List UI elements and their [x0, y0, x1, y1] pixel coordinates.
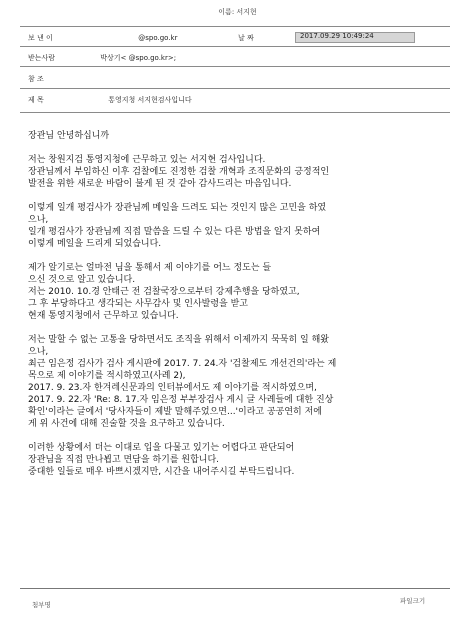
page-label: 이름: 서지현 [218, 8, 257, 16]
body-paragraph [28, 442, 448, 478]
subject-value: 통영지청 서지현검사입니다 [108, 96, 192, 104]
body-paragraph [28, 154, 448, 190]
body-line: 최근 임은정 검사가 검사 게시판에 2017. 7. 24.자 '검찰제도 개선건의'라는 제 [28, 359, 337, 369]
sender-label: 보 낸 이 [28, 34, 53, 42]
recipient-row [28, 53, 176, 63]
divider [20, 26, 450, 27]
email-header [0, 0, 475, 120]
date-label: 날 짜 [238, 34, 254, 42]
body-line: 목으로 제 이야기를 적시하였고(사례 2), [28, 371, 186, 381]
divider [20, 66, 450, 67]
divider [20, 88, 450, 89]
body-line: 장관님을 직접 만나뵙고 면담을 하기를 원합니다. [28, 455, 220, 465]
body-paragraph [28, 130, 448, 142]
body-line: 으신 것으로 알고 있습니다. [28, 275, 136, 285]
body-line: 이렇게 메일을 드리게 되었습니다. [28, 239, 162, 249]
body-line: 일개 평검사가 장관님께 직접 말씀을 드릴 수 있는 다른 방법을 알지 못하여 [28, 227, 321, 237]
body-line: 발전을 위한 새로운 바람이 불게 된 것 같아 감사드리는 마음입니다. [28, 179, 292, 189]
body-line: 2017. 9. 23.자 한겨레신문과의 인터뷰에서도 제 이야기를 적시하였으며, [28, 383, 317, 393]
divider [20, 46, 450, 47]
email-body [28, 130, 448, 490]
divider [20, 112, 450, 113]
body-line: 게 위 사건에 대해 진술할 것을 요구하고 있습니다. [28, 419, 225, 429]
cc-row [28, 74, 78, 84]
sender-row [28, 33, 177, 43]
body-line: 이렇게 일개 평검사가 장관님께 메일을 드려도 되는 것인지 많은 고민을 하였 [28, 203, 327, 213]
body-paragraph [28, 334, 448, 430]
sender-value: @spo.go.kr [138, 34, 178, 42]
attachment-label: 첨부명 [32, 601, 51, 609]
body-line: 저는 창원지검 통영지청에 근무하고 있는 서지현 검사입니다. [28, 155, 266, 165]
body-line: 장관님 안녕하십니까 [28, 131, 110, 141]
body-line: 저는 말할 수 없는 고통을 당하면서도 조직을 위해서 이제까지 묵묵히 일 해왔 [28, 335, 329, 345]
subject-label: 제 목 [28, 96, 44, 104]
body-line: 제가 알기로는 얼마전 님을 통해서 제 이야기를 어느 정도는 들 [28, 263, 272, 273]
body-line: 으나, [28, 215, 49, 225]
subject-row [28, 95, 192, 105]
body-paragraph [28, 262, 448, 322]
date-value: 2017.09.29 10:49:24 [300, 32, 374, 40]
divider [20, 588, 450, 589]
recipient-label: 받는사람 [28, 54, 56, 62]
body-line: 중대한 일들로 매우 바쁘시겠지만, 시간을 내어주시길 부탁드립니다. [28, 467, 295, 477]
body-line: 현재 통영지청에서 근무하고 있습니다. [28, 311, 179, 321]
body-line: 저는 2010. 10.경 안태근 전 검찰국장으로부터 강제추행을 당하였고, [28, 287, 300, 297]
file-size-label: 파일크기 [400, 597, 426, 605]
body-line: 이러한 상황에서 더는 이대로 입을 다물고 있기는 어렵다고 판단되어 [28, 443, 295, 453]
body-line: 장관님께서 부임하신 이후 검찰에도 진정한 검찰 개혁과 조직문화의 긍정적인 [28, 167, 330, 177]
recipient-value: 박상기< @spo.go.kr>; [100, 54, 177, 62]
body-paragraph [28, 202, 448, 250]
cc-label: 참 조 [28, 75, 44, 83]
body-line: 으나, [28, 347, 49, 357]
body-line: 2017. 9. 22.자 'Re: 8. 17.자 임은정 부부장검사 게시 글 사례들에 대한 진상 [28, 395, 334, 405]
body-line: 그 후 부당하다고 생각되는 사무감사 및 인사발령을 받고 [28, 299, 248, 309]
body-line: 확인'이라는 글에서 '당사자들이 제발 말해주었으면...'이라고 공공연히 저에 [28, 407, 322, 417]
